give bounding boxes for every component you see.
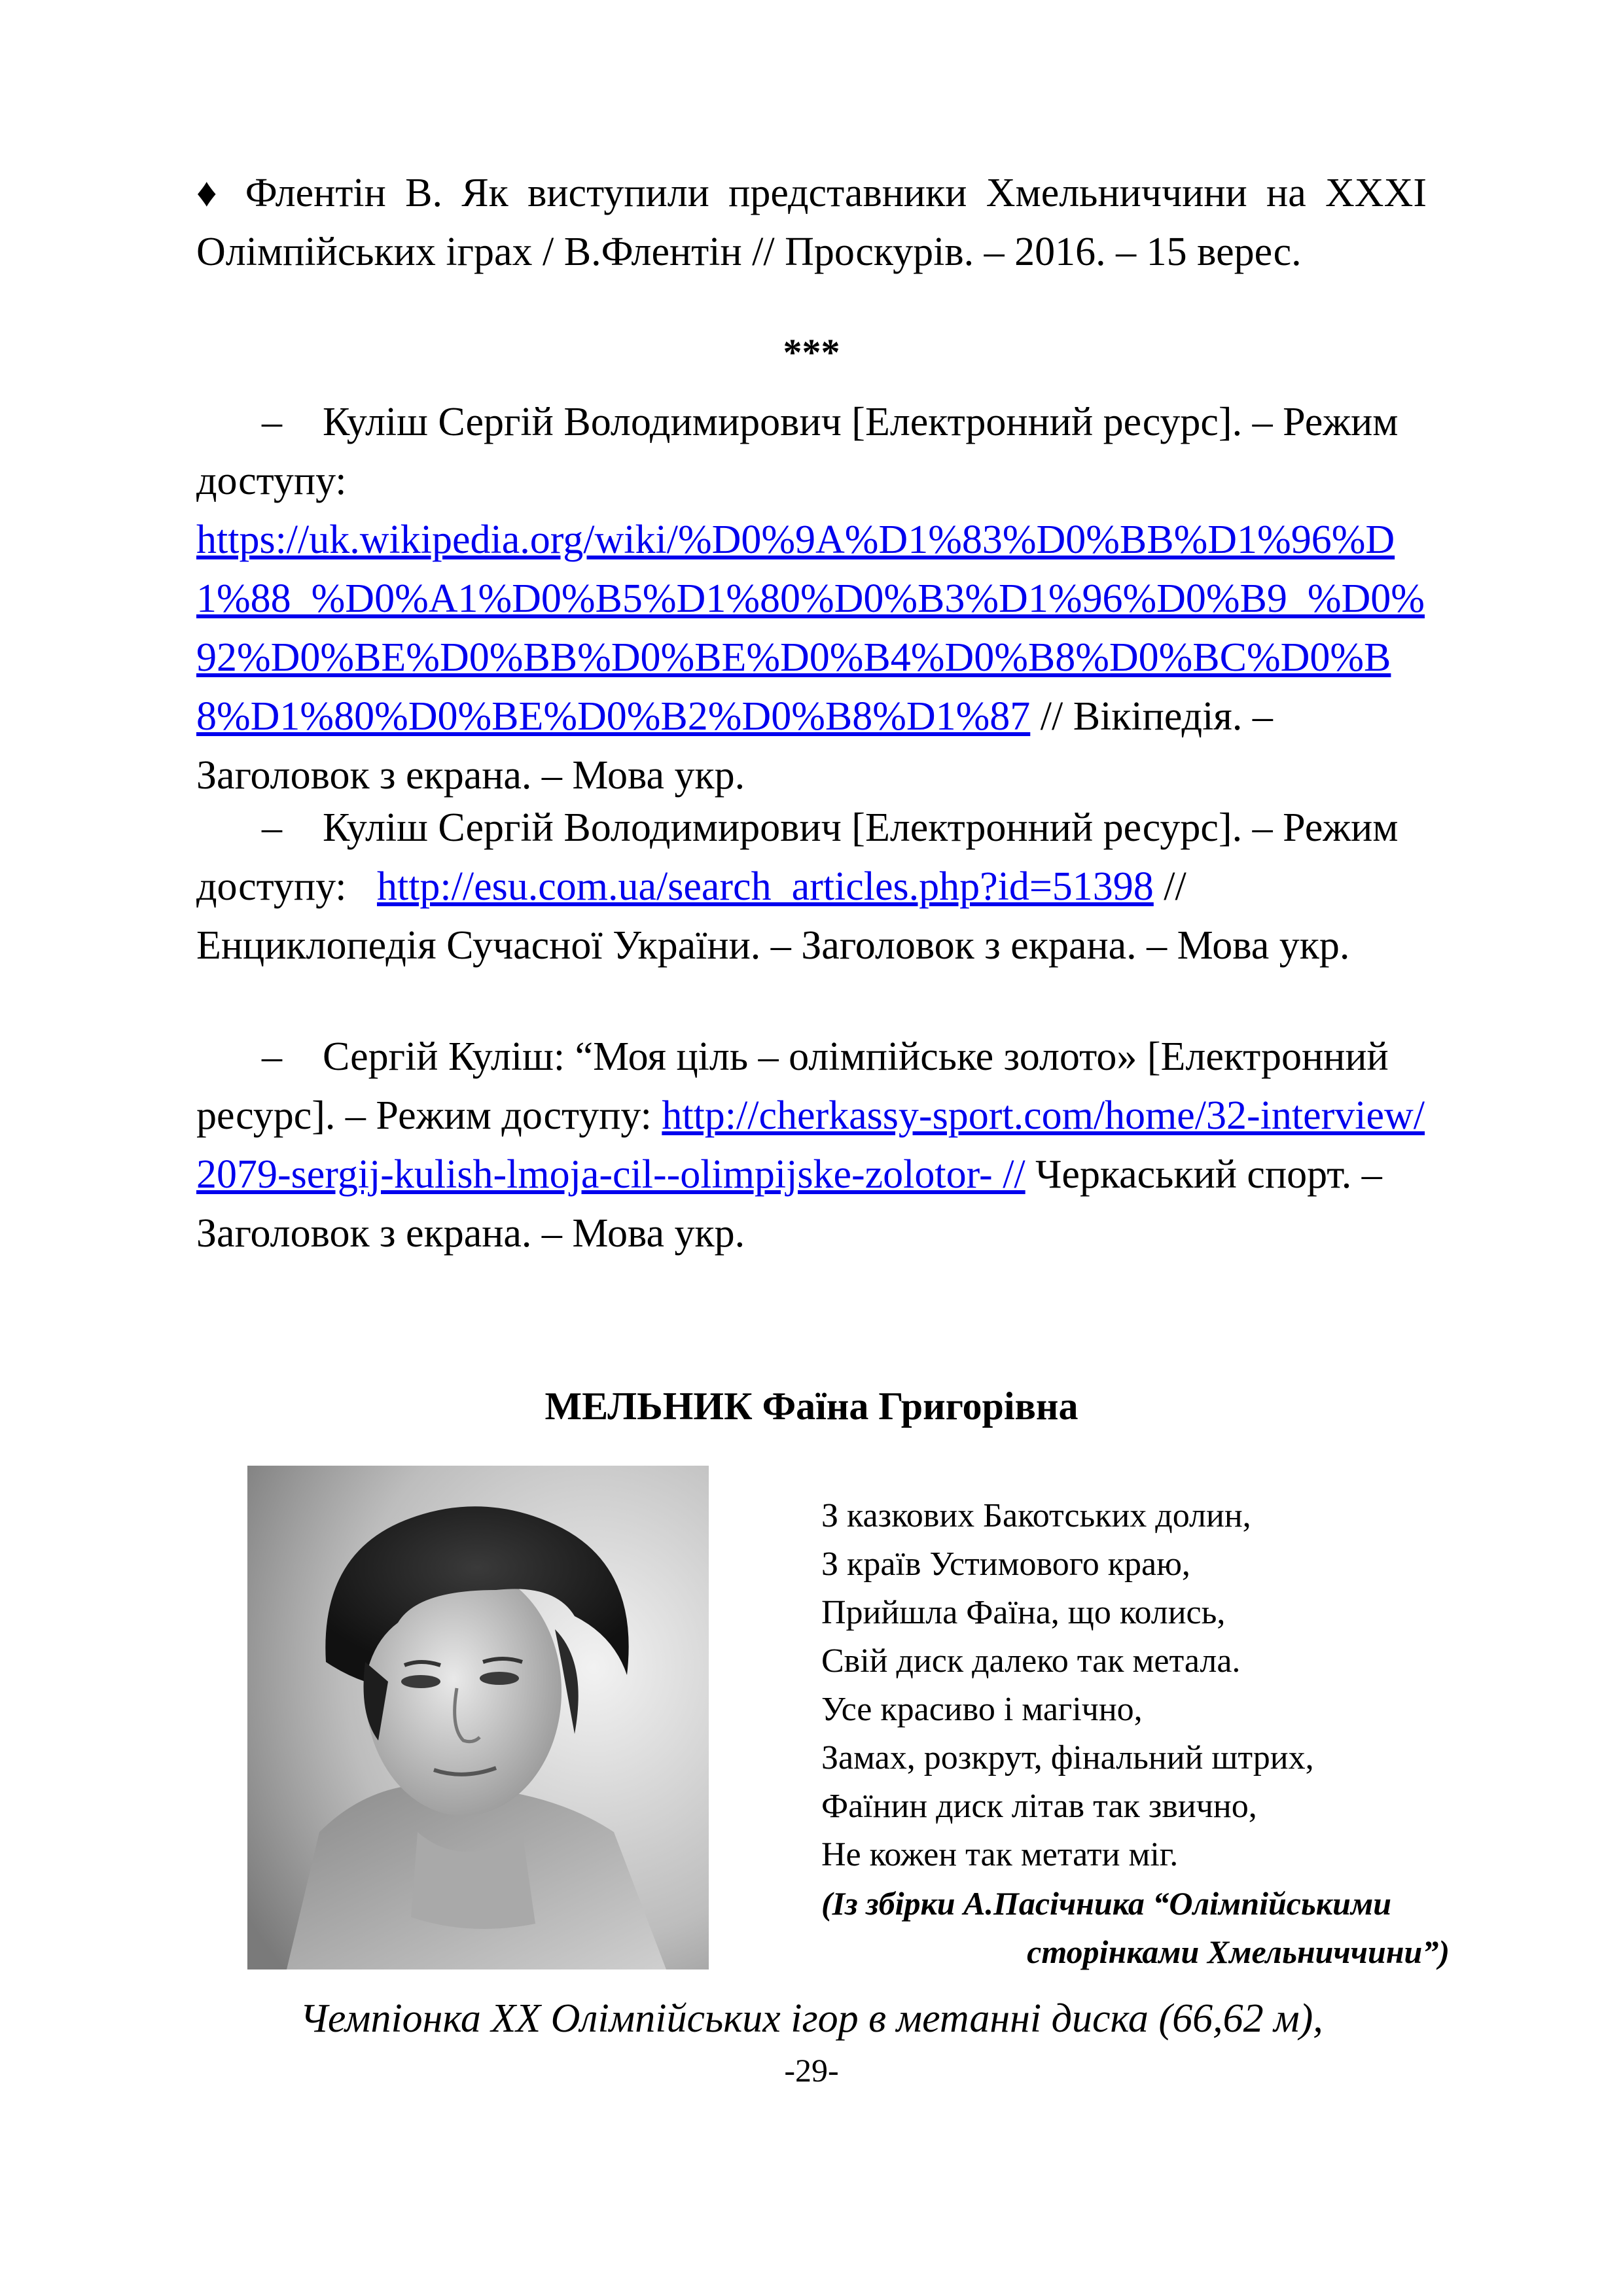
poem-line: Не кожен так метати міг. [821,1836,1179,1873]
reference-tail: Черкаський спорт. – Заголовок з екрана. – Мова укр. [196,1152,1382,1256]
reference-cherkassy-sport [196,1027,1427,1263]
poem-line: З країв Устимового краю, [821,1545,1190,1583]
poem-source-line: (Із збірки А.Пасічника “Олімпійськими [821,1885,1392,1922]
dash-marker: – [262,400,282,444]
esu-link[interactable]: http://esu.com.ua/search_articles.php?id=51398 [376,864,1154,909]
reference-tail: // Вікіпедія. – Заголовок з екрана. – Мова укр. [196,694,1273,798]
poem-line: Усе красиво і магічно, [821,1691,1143,1728]
poem-line: Свій диск далеко так метала. [821,1642,1241,1680]
poem-block [821,1492,1450,1976]
poem-line: Прийшла Фаїна, що колись, [821,1594,1226,1631]
reference-esu [196,798,1427,975]
athlete-portrait-photo [247,1466,709,1969]
entry-text: Флентін В. Як виступили представники Хмельниччини на XXXI Олімпійських іграх / В.Флентін // Проскурів. – 2016. – 15 верес. [196,171,1427,274]
wikipedia-link[interactable]: https://uk.wikipedia.org/wiki/%D0%9A%D1%83%D0%BB%D1%96%D1%88_%D0%A1%D0%B5%D1%80%D0%B3%D1%96%D0%B9_%D0%92%D0%BE%D0%BB%D0%BE%D0%B4%D0%B8%D0%BC%D0%B8%D1%80%D0%BE%D0%B2%D0%B8%D1%87 [196,518,1425,739]
poem-line: Замах, розкрут, фінальний штрих, [821,1739,1314,1776]
athlete-caption: Чемпіонка XX Олімпійських ігор в метанні диска (66,62 м), [300,1996,1323,2041]
reference-lead: Куліш Сергій Володимирович [Електронний ресурс]. – Режим доступу: [196,805,1399,909]
portrait-image [247,1466,709,1969]
dash-marker: – [262,1034,282,1079]
diamond-bullet-icon: ♦ [196,171,226,215]
poem-line: З казкових Бакотських долин, [821,1497,1251,1534]
poem-source-line: сторінками Хмельниччини”) [1027,1934,1450,1970]
cherkassy-sport-link[interactable]: http://cherkassy-sport.com/home/32-interview/2079-sergij-kulish-lmoja-cil--olimpijske-zolotor- // [196,1093,1425,1197]
section-separator: *** [783,331,840,374]
dash-marker: – [262,805,282,850]
page-number: -29- [784,2052,839,2089]
reference-wikipedia [196,393,1427,805]
reference-lead: Сергій Куліш: “Моя ціль – олімпійське золото» [Електронний ресурс]. – Режим доступу: [196,1034,1389,1138]
bibliography-entry-flentin [196,164,1427,281]
poem-line: Фаїнин диск літав так звично, [821,1788,1257,1825]
reference-tail: // Енциклопедія Сучасної України. – Заголовок з екрана. – Мова укр. [196,864,1350,968]
athlete-heading: МЕЛЬНИК Фаїна Григорівна [544,1385,1079,1428]
reference-lead: Куліш Сергій Володимирович [Електронний ресурс]. – Режим доступу: [196,400,1399,503]
